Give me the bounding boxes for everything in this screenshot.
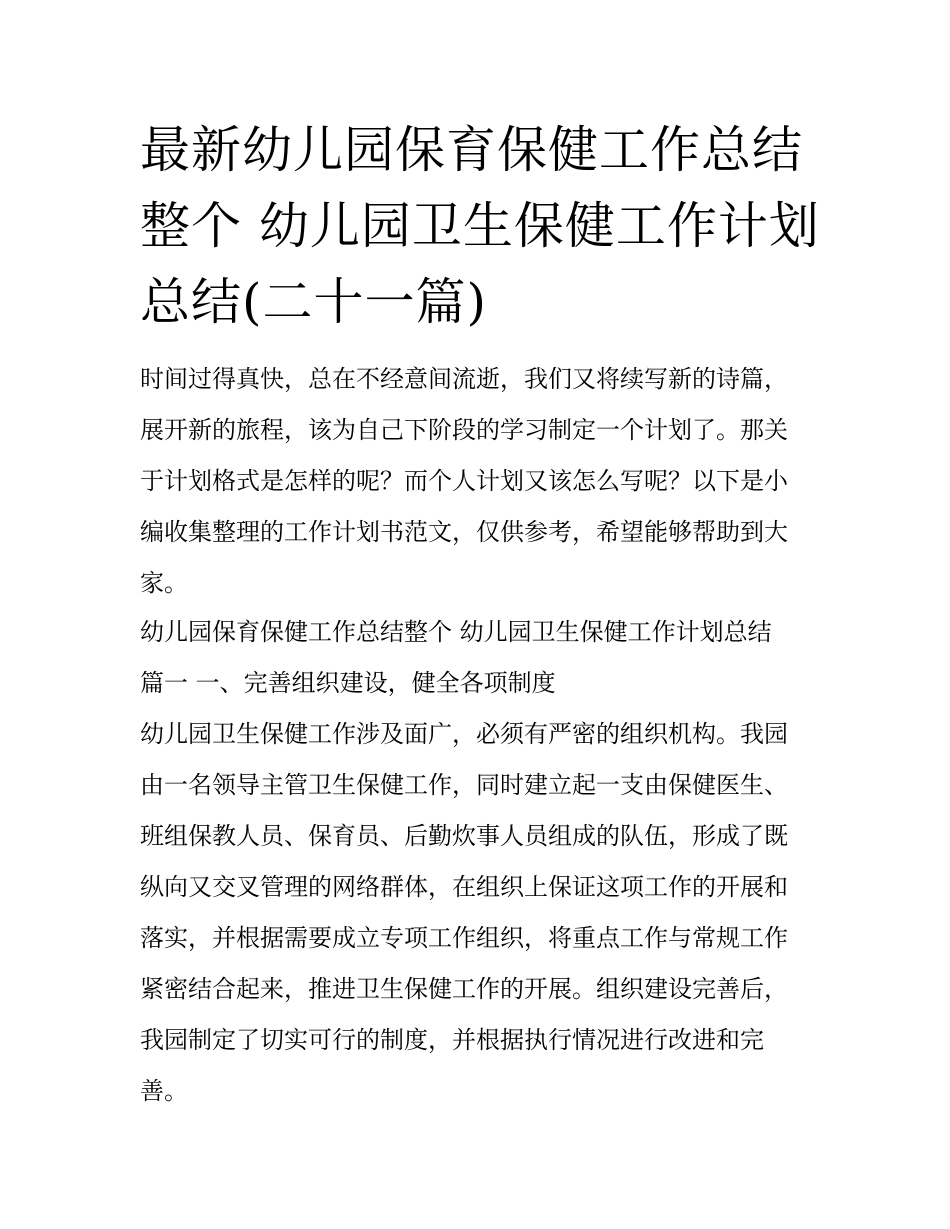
text-line: 落实，并根据需要成立专项工作组织，将重点工作与常规工作 <box>140 924 788 952</box>
title-line: 整个 幼儿园卫生保健工作计划 <box>140 197 820 255</box>
text-line: 善。 <box>140 1077 188 1105</box>
text-line: 我园制定了切实可行的制度，并根据执行情况进行改进和完 <box>140 1026 764 1054</box>
title-line: 最新幼儿园保育保健工作总结 <box>140 121 803 179</box>
text-line: 紧密结合起来，推进卫生保健工作的开展。组织建设完善后， <box>140 975 788 1003</box>
title-line: 总结(二十一篇) <box>140 273 488 331</box>
text-line: 展开新的旅程，该为自己下阶段的学习制定一个计划了。那关 <box>140 416 788 444</box>
text-line: 家。 <box>140 569 188 597</box>
document-title <box>140 112 830 340</box>
text-line: 于计划格式是怎样的呢？而个人计划又该怎么写呢？以下是小 <box>140 467 788 495</box>
text-line: 幼儿园卫生保健工作涉及面广，必须有严密的组织机构。我园 <box>140 720 788 748</box>
intro-paragraph <box>140 354 830 609</box>
section-heading <box>140 607 830 709</box>
text-line: 时间过得真快，总在不经意间流逝，我们又将续写新的诗篇， <box>140 365 788 393</box>
text-line: 由一名领导主管卫生保健工作，同时建立起一支由保健医生、 <box>140 771 788 799</box>
text-line: 编收集整理的工作计划书范文，仅供参考，希望能够帮助到大 <box>140 518 788 546</box>
text-line: 幼儿园保育保健工作总结整个 幼儿园卫生保健工作计划总结 <box>140 618 772 646</box>
text-line: 班组保教人员、保育员、后勤炊事人员组成的队伍，形成了既 <box>140 822 788 850</box>
text-line: 纵向又交叉管理的网络群体，在组织上保证这项工作的开展和 <box>140 873 788 901</box>
text-line: 篇一 一、完善组织建设，健全各项制度 <box>140 669 556 697</box>
section-paragraph <box>140 709 830 1117</box>
